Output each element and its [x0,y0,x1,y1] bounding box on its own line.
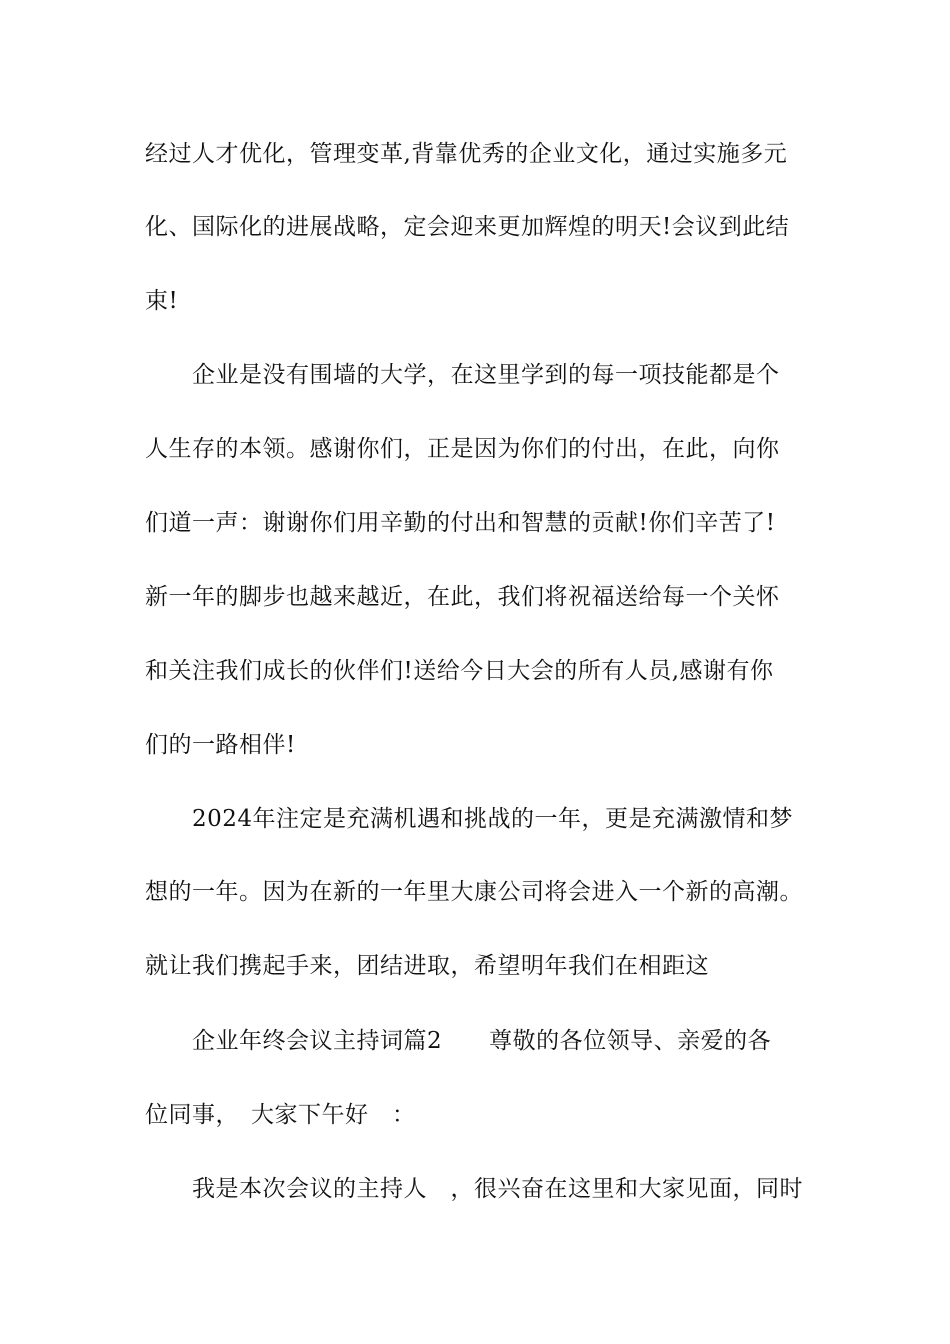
text-line-7: 新一年的脚步也越来越近，在此，我们将祝福送给每一个关怀 [145,584,780,610]
text-line-2: 化、国际化的进展战略，定会迎来更加辉煌的明天!会议到此结 [145,214,790,240]
text-line-10: 2024年注定是充满机遇和挑战的一年，更是充满激情和梦 [192,806,794,832]
text-line-13: 企业年终会议主持词篇2 尊敬的各位领导、亲爱的各 [192,1028,772,1054]
text-line-4: 企业是没有围墙的大学，在这里学到的每一项技能都是个 [192,362,780,388]
text-line-12: 就让我们携起手来，团结进取，希望明年我们在相距这 [145,953,709,979]
text-line-6: 们道一声：谢谢你们用辛勤的付出和智慧的贡献!你们辛苦了! [145,510,776,536]
text-line-5: 人生存的本领。感谢你们，正是因为你们的付出，在此，向你 [145,436,780,462]
text-line-11: 想的一年。因为在新的一年里大康公司将会进入一个新的高潮。 [145,879,803,905]
text-line-14: 位同事， 大家下午好 ： [145,1102,416,1128]
text-line-9: 们的一路相伴! [145,732,296,758]
text-line-15: 我是本次会议的主持人 ，很兴奋在这里和大家见面，同时 [192,1176,803,1202]
text-line-1: 经过人才优化，管理变革,背靠优秀的企业文化，通过实施多元 [145,141,788,167]
text-line-3: 束! [145,288,179,314]
text-line-8: 和关注我们成长的伙伴们!送给今日大会的所有人员,感谢有你 [145,658,774,684]
